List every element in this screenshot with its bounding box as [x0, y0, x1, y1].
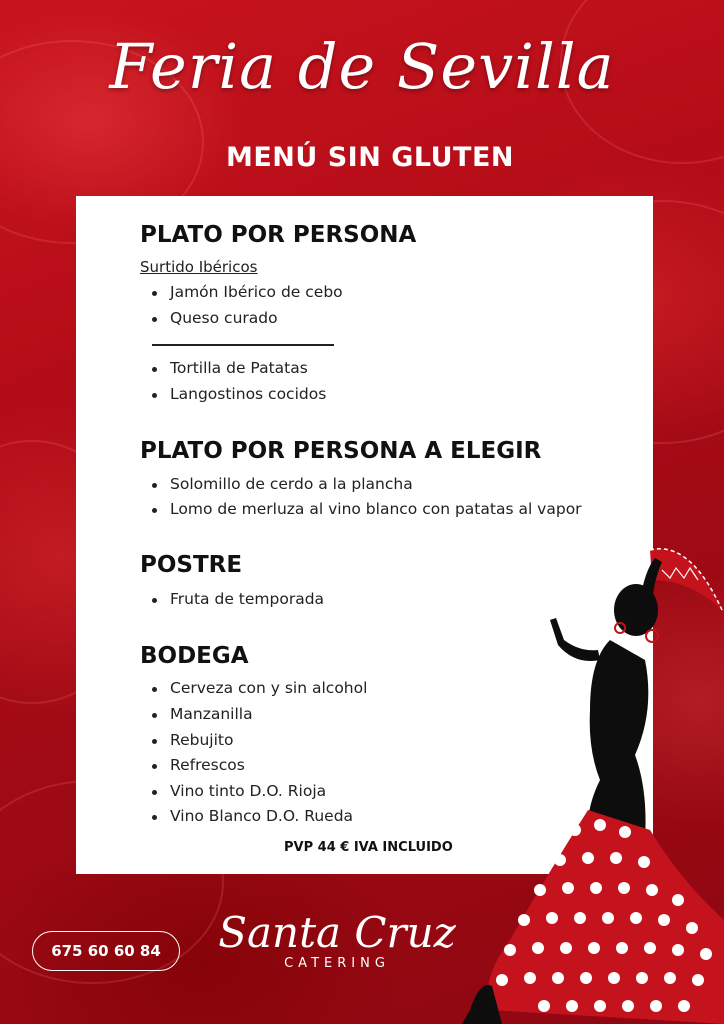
list-item: Langostinos cocidos [152, 385, 326, 403]
section-heading: BODEGA [140, 643, 249, 669]
list-item: Tortilla de Patatas [152, 359, 308, 377]
flamenco-dancer-illustration [440, 540, 724, 1024]
list-item: Queso curado [152, 309, 278, 327]
list-item: Lomo de merluza al vino blanco con patatas al vapor [152, 500, 582, 518]
section-subheading: Surtido Ibéricos [140, 258, 258, 276]
section-heading: PLATO POR PERSONA [140, 222, 417, 248]
list-item: Solomillo de cerdo a la plancha [152, 475, 413, 493]
list-item: Cerveza con y sin alcohol [152, 679, 367, 697]
brand-logo [212, 908, 462, 971]
section-heading: POSTRE [140, 552, 243, 578]
list-item: Vino Blanco D.O. Rueda [152, 807, 353, 825]
divider [152, 344, 334, 346]
list-item: Refrescos [152, 756, 245, 774]
phone-button[interactable]: 675 60 60 84 [32, 931, 180, 971]
price-label: PVP 44 € IVA INCLUIDO [284, 840, 453, 855]
list-item: Fruta de temporada [152, 590, 324, 608]
section-heading: PLATO POR PERSONA A ELEGIR [140, 438, 542, 464]
list-item: Vino tinto D.O. Rioja [152, 782, 326, 800]
page-subtitle: MENÚ SIN GLUTEN [225, 142, 514, 173]
brand-name: Santa Cruz [218, 908, 456, 957]
list-item: Jamón Ibérico de cebo [152, 283, 343, 301]
page-title: Feria de Sevilla [109, 30, 615, 103]
list-item: Rebujito [152, 731, 233, 749]
brand-subtitle: CATERING [284, 956, 390, 971]
list-item: Manzanilla [152, 705, 253, 723]
